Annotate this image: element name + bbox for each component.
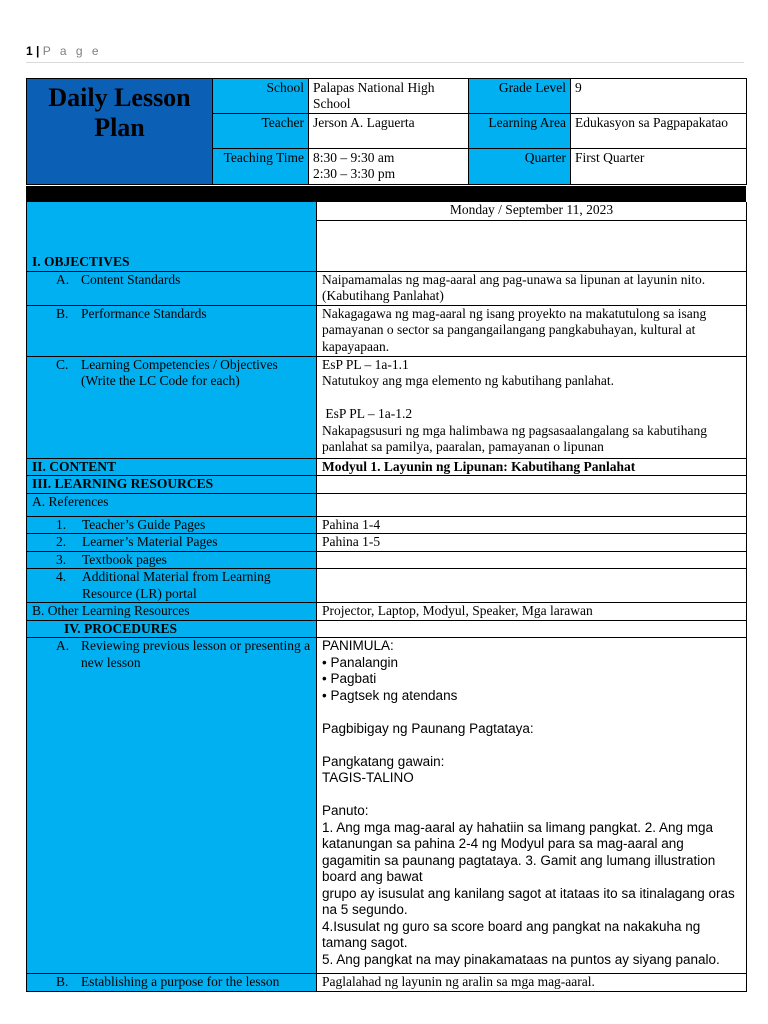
- other-resources-label: B. Other Learning Resources: [32, 603, 190, 618]
- proc-a-value: PANIMULA: • Panalangin • Pagbati • Pagtsek ng atendans Pagbibigay ng Paunang Pagtataya: Pangkatang gawain: TAGIS-TALINO Panuto: 1. Ang mga mag-aaral ay hahatiin sa limang pangkat. 2. Ang mga katanungan sa pahina 2-4 ng Modyul para sa mag-aaral ang gagamitin sa paunang pagtataya. 3. Gamit ang lumang illustration board ang bawat grupo ay isusulat ang kanilang sagot at itataas ito sa itinalagang oras na 5 segundo. 4.Isusulat ng guro sa score board ang pangkat na nakakuha ng tamang sagot. 5. Ang pangkat na may pinakamataas na puntos ay siyang panalo.: [317, 638, 747, 974]
- teacher-value: Jerson A. Laguerta: [309, 114, 469, 149]
- performance-standards-marker: B.: [56, 305, 69, 321]
- performance-standards-label: Performance Standards: [81, 305, 207, 321]
- competencies-value-cell: [317, 356, 747, 458]
- proc-b-value: Paglalahad ng layunin ng aralin sa mga mag-aaral.: [317, 974, 747, 992]
- ref-4-value: [317, 569, 747, 603]
- proc-a-marker: A.: [56, 638, 70, 653]
- ref-2-marker: 2.: [56, 534, 67, 549]
- page-header: [26, 44, 744, 63]
- ref-3-value: [317, 551, 747, 569]
- content-standards-marker: A.: [56, 271, 70, 287]
- competencies-label: Learning Competencies / Objectives (Write the LC Code for each): [81, 356, 278, 388]
- content-heading-cell: [27, 458, 317, 476]
- teaching-time-1: 8:30 – 9:30 am: [313, 150, 395, 165]
- competency-code-1: EsP PL – 1a-1.1: [322, 356, 409, 372]
- procedures-heading: IV. PROCEDURES: [64, 620, 178, 636]
- lesson-date: Monday / September 11, 2023: [317, 202, 747, 220]
- teacher-label: Teacher: [213, 114, 309, 149]
- page-separator: |: [36, 44, 40, 58]
- ref-4-cell: [27, 569, 317, 603]
- learning-area-label: Learning Area: [469, 114, 571, 149]
- references-blank-cell: [317, 493, 747, 516]
- other-resources-cell: [27, 603, 317, 621]
- objectives-cell: [27, 220, 317, 271]
- ref-4-marker: 4.: [56, 569, 67, 584]
- ref-2-label: Learner’s Material Pages: [82, 534, 218, 549]
- competencies-marker: C.: [56, 356, 69, 372]
- performance-standards-value: Nakagagawa ng mag-aaral ng isang proyekto na makatutulong sa isang pamayanan o sector sa pangangailangang pangkabuhayan, kultural at kapayapaan.: [317, 305, 747, 356]
- proc-a-label: Reviewing previous lesson or presenting a new lesson: [81, 638, 311, 670]
- references-cell: [27, 493, 317, 516]
- procedures-heading-cell: [27, 620, 317, 638]
- learning-area-value: Edukasyon sa Pagpapakatao: [571, 114, 747, 149]
- content-heading: II. CONTENT: [32, 458, 117, 474]
- proc-b-marker: B.: [56, 974, 69, 989]
- ref-1-value: Pahina 1-4: [317, 516, 747, 534]
- proc-a-cell: [27, 638, 317, 974]
- ref-1-label: Teacher’s Guide Pages: [82, 516, 206, 532]
- ref-3-cell: [27, 551, 317, 569]
- other-resources-value: Projector, Laptop, Modyul, Speaker, Mga larawan: [317, 603, 747, 621]
- resources-blank-cell: [317, 476, 747, 494]
- header-divider-bar: [26, 186, 746, 202]
- procedures-blank-cell: [317, 620, 747, 638]
- competency-text-1: Natutukoy ang mga elemento ng kabutihang panlahat.: [322, 373, 615, 388]
- content-value: Modyul 1. Layunin ng Lipunan: Kabutihang Panlahat: [317, 458, 747, 476]
- references-label: A. References: [32, 493, 109, 509]
- lesson-header-table: [26, 78, 747, 185]
- ref-3-marker: 3.: [56, 551, 67, 567]
- proc-b-label: Establishing a purpose for the lesson: [81, 974, 280, 989]
- resources-heading-cell: [27, 476, 317, 494]
- ref-4-label: Additional Material from Learning Resource (LR) portal: [82, 569, 271, 601]
- school-value: Palapas National High School: [309, 79, 469, 114]
- content-standards-cell: [27, 271, 317, 305]
- teaching-time-label: Teaching Time: [213, 149, 309, 185]
- lesson-body-table: [26, 202, 747, 992]
- school-label: School: [213, 79, 309, 114]
- objectives-blank-cell: [317, 220, 747, 271]
- resources-heading: III. LEARNING RESOURCES: [32, 476, 214, 491]
- objectives-heading: I. OBJECTIVES: [32, 254, 130, 269]
- date-left-cell: [27, 202, 317, 220]
- proc-b-cell: [27, 974, 317, 992]
- content-standards-label: Content Standards: [81, 271, 181, 287]
- document-title: Daily Lesson Plan: [27, 79, 213, 185]
- ref-1-marker: 1.: [56, 516, 67, 532]
- grade-level-value: 9: [571, 79, 747, 114]
- ref-3-label: Textbook pages: [82, 551, 167, 567]
- competency-code-2: EsP PL – 1a-1.2: [322, 406, 413, 421]
- content-standards-value: Naipamamalas ng mag-aaral ang pag-unawa sa lipunan at layunin nito. (Kabutihang Panlahat): [317, 271, 747, 305]
- grade-level-label: Grade Level: [469, 79, 571, 114]
- ref-1-cell: [27, 516, 317, 534]
- competency-text-2: Nakapagsusuri ng mga halimbawa ng pagsasaalangalang sa kabutihang panlahat sa pamilya, paaralan, pamayanan o lipunan: [322, 422, 708, 454]
- quarter-label: Quarter: [469, 149, 571, 185]
- teaching-time-2: 2:30 – 3:30 pm: [313, 166, 396, 181]
- quarter-value: First Quarter: [571, 149, 747, 185]
- ref-2-cell: [27, 534, 317, 552]
- performance-standards-cell: [27, 305, 317, 356]
- page-number: 1: [26, 44, 33, 58]
- ref-2-value: Pahina 1-5: [317, 534, 747, 552]
- competencies-cell: [27, 356, 317, 458]
- page-word: P a g e: [42, 44, 102, 58]
- teaching-time-value: [309, 149, 469, 185]
